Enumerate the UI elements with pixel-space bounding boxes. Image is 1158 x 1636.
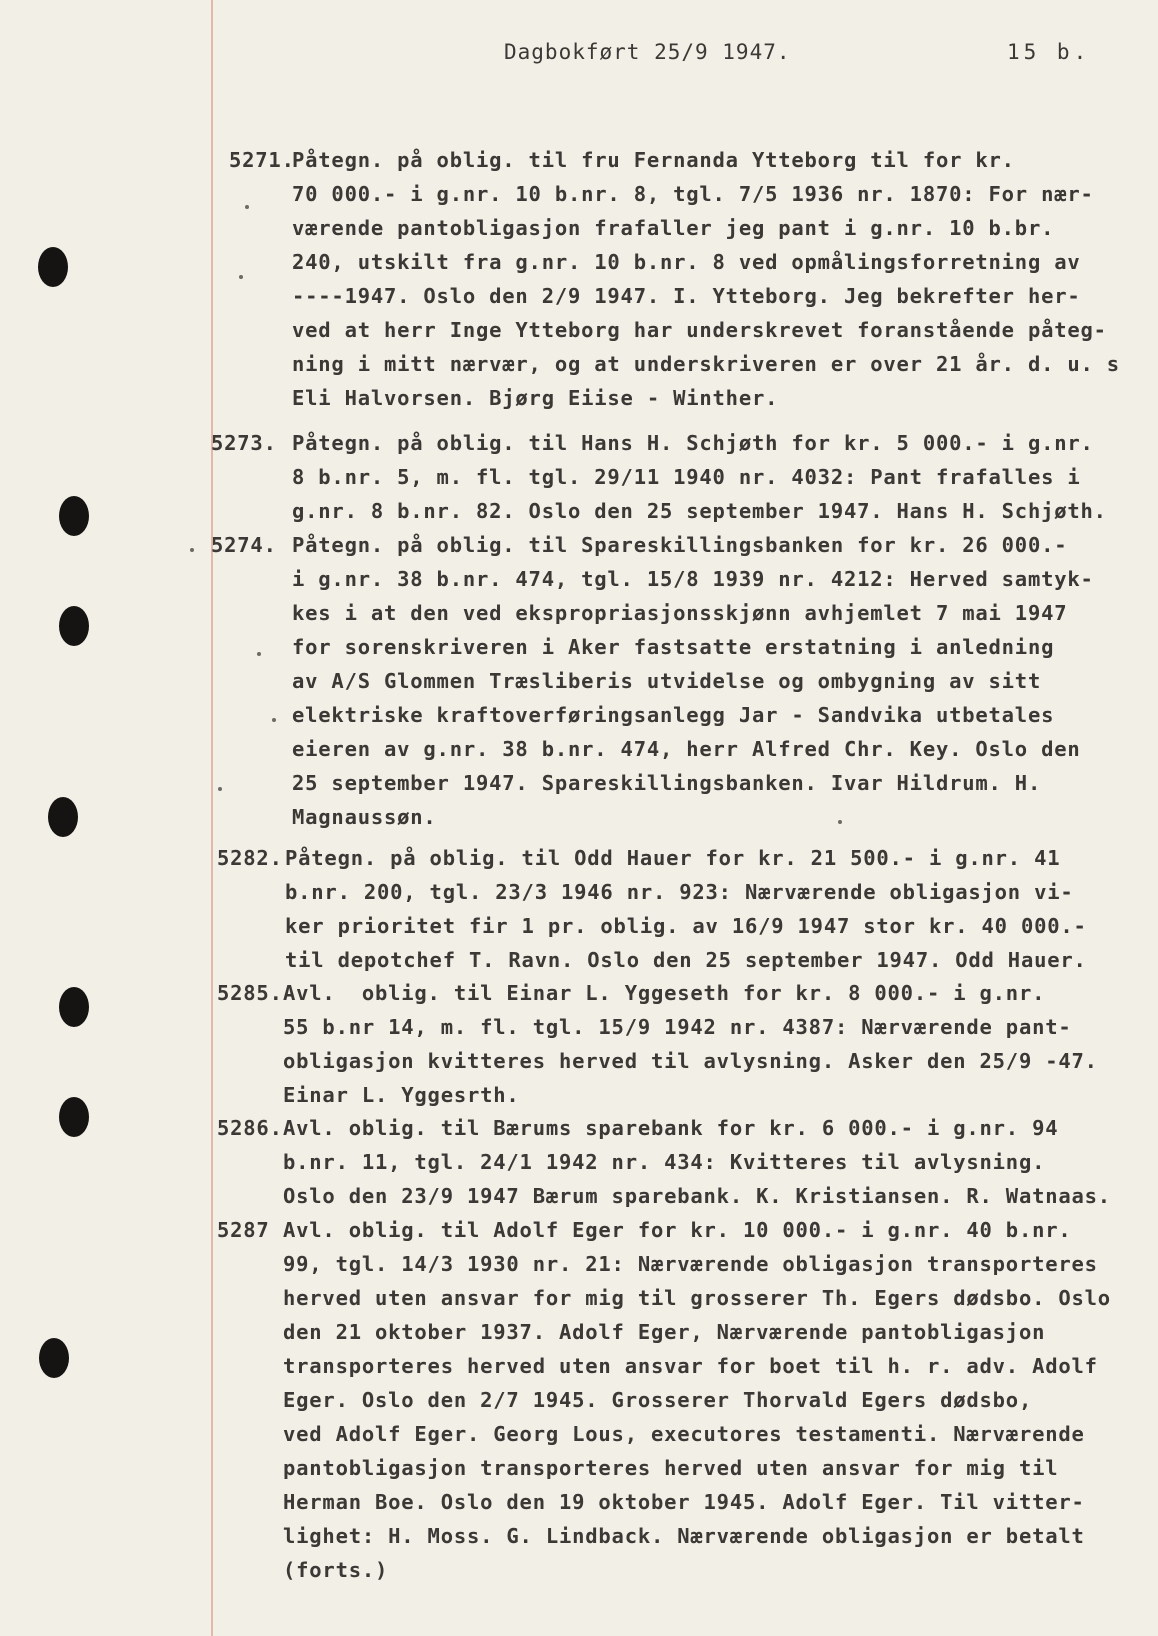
entry-line: 8 b.nr. 5, m. fl. tgl. 29/11 1940 nr. 4032: Pant frafalles i <box>292 465 1081 489</box>
entry-line: Påtegn. på oblig. til fru Fernanda Ytteborg til for kr. <box>292 148 1015 172</box>
entry-line: Eli Halvorsen. Bjørg Eiise - Winther. <box>292 386 779 410</box>
binder-hole <box>38 247 68 287</box>
ink-speck <box>272 718 276 722</box>
margin-rule <box>211 0 213 1636</box>
entry-line: til depotchef T. Ravn. Oslo den 25 september 1947. Odd Hauer. <box>285 948 1087 972</box>
entry-number: 5273. <box>211 431 277 455</box>
entry-line: Påtegn. på oblig. til Hans H. Schjøth for kr. 5 000.- i g.nr. <box>292 431 1094 455</box>
entry-line: av A/S Glommen Træsliberis utvidelse og ombygning av sitt <box>292 669 1042 693</box>
entry-line: 240, utskilt fra g.nr. 10 b.nr. 8 ved opmålingsforretning av <box>292 250 1081 274</box>
entry-line: herved uten ansvar for mig til grosserer Th. Egers dødsbo. Oslo <box>283 1286 1111 1310</box>
entry-line: (forts.) <box>283 1558 389 1582</box>
entry-line: den 21 oktober 1937. Adolf Eger, Nærværende pantobligasjon <box>283 1320 1046 1344</box>
binder-hole <box>59 606 89 646</box>
entry-line: i g.nr. 38 b.nr. 474, tgl. 15/8 1939 nr. 4212: Herved samtyk- <box>292 567 1094 591</box>
entry-number: 5287 <box>217 1218 270 1242</box>
entry-line: obligasjon kvitteres herved til avlysning. Asker den 25/9 -47. <box>283 1049 1098 1073</box>
entry-number: 5282. <box>217 846 283 870</box>
entry-line: 70 000.- i g.nr. 10 b.nr. 8, tgl. 7/5 1936 nr. 1870: For nær- <box>292 182 1094 206</box>
entry-line: g.nr. 8 b.nr. 82. Oslo den 25 september 1947. Hans H. Schjøth. <box>292 499 1107 523</box>
binder-hole <box>59 496 89 536</box>
entry-line: ved Adolf Eger. Georg Lous, executores testamenti. Nærværende <box>283 1422 1085 1446</box>
entry-line: transporteres herved uten ansvar for boet til h. r. adv. Adolf <box>283 1354 1098 1378</box>
entry-line: Påtegn. på oblig. til Odd Hauer for kr. 21 500.- i g.nr. 41 <box>285 846 1061 870</box>
ink-speck <box>257 652 261 656</box>
entry-line: Herman Boe. Oslo den 19 oktober 1945. Adolf Eger. Til vitter- <box>283 1490 1085 1514</box>
entry-line: kes i at den ved ekspropriasjonsskjønn avhjemlet 7 mai 1947 <box>292 601 1068 625</box>
entry-line: pantobligasjon transporteres herved uten ansvar for mig til <box>283 1456 1059 1480</box>
entry-line: værende pantobligasjon frafaller jeg pant i g.nr. 10 b.br. <box>292 216 1055 240</box>
entry-line: 55 b.nr 14, m. fl. tgl. 15/9 1942 nr. 4387: Nærværende pant- <box>283 1015 1072 1039</box>
entry-line: elektriske kraftoverføringsanlegg Jar - Sandvika utbetales <box>292 703 1055 727</box>
entry-number: 5286. <box>217 1116 283 1140</box>
entry-line: Avl. oblig. til Bærums sparebank for kr. 6 000.- i g.nr. 94 <box>283 1116 1059 1140</box>
entry-number: 5285. <box>217 981 283 1005</box>
entry-line: ----1947. Oslo den 2/9 1947. I. Ytteborg. Jeg bekrefter her- <box>292 284 1081 308</box>
entry-line: ker prioritet fir 1 pr. oblig. av 16/9 1947 stor kr. 40 000.- <box>285 914 1087 938</box>
page-number: 15 b. <box>1007 40 1091 64</box>
entry-line: Avl. oblig. til Adolf Eger for kr. 10 000.- i g.nr. 40 b.nr. <box>283 1218 1072 1242</box>
entry-number: 5271. <box>229 148 295 172</box>
entry-line: b.nr. 200, tgl. 23/3 1946 nr. 923: Nærværende obligasjon vi- <box>285 880 1074 904</box>
ink-speck <box>239 275 243 279</box>
entry-line: Einar L. Yggesrth. <box>283 1083 520 1107</box>
ink-speck <box>190 548 194 552</box>
entry-line: Magnaussøn. <box>292 805 437 829</box>
binder-hole <box>59 1097 89 1137</box>
ink-speck <box>245 205 249 209</box>
entry-line: lighet: H. Moss. G. Lindback. Nærværende obligasjon er betalt <box>283 1524 1085 1548</box>
entry-line: 25 september 1947. Spareskillingsbanken. Ivar Hildrum. H. <box>292 771 1042 795</box>
binder-hole <box>59 987 89 1027</box>
entry-line: ning i mitt nærvær, og at underskriveren er over 21 år. d. u. s <box>292 352 1120 376</box>
entry-line: Avl. oblig. til Einar L. Yggeseth for kr. 8 000.- i g.nr. <box>283 981 1046 1005</box>
entry-number: 5274. <box>211 533 277 557</box>
entry-line: b.nr. 11, tgl. 24/1 1942 nr. 434: Kvitteres til avlysning. <box>283 1150 1046 1174</box>
binder-hole <box>39 1338 69 1378</box>
entry-line: 99, tgl. 14/3 1930 nr. 21: Nærværende obligasjon transporteres <box>283 1252 1098 1276</box>
entry-line: Eger. Oslo den 2/7 1945. Grosserer Thorvald Egers dødsbo, <box>283 1388 1033 1412</box>
diary-header: Dagbokført 25/9 1947. <box>504 40 791 64</box>
entry-line: Oslo den 23/9 1947 Bærum sparebank. K. Kristiansen. R. Watnaas. <box>283 1184 1111 1208</box>
entry-line: eieren av g.nr. 38 b.nr. 474, herr Alfred Chr. Key. Oslo den <box>292 737 1081 761</box>
entry-line: for sorenskriveren i Aker fastsatte erstatning i anledning <box>292 635 1055 659</box>
binder-hole <box>48 797 78 837</box>
ink-speck <box>218 787 222 791</box>
entry-line: Påtegn. på oblig. til Spareskillingsbanken for kr. 26 000.- <box>292 533 1068 557</box>
entry-line: ved at herr Inge Ytteborg har underskrevet foranstående påteg- <box>292 318 1107 342</box>
